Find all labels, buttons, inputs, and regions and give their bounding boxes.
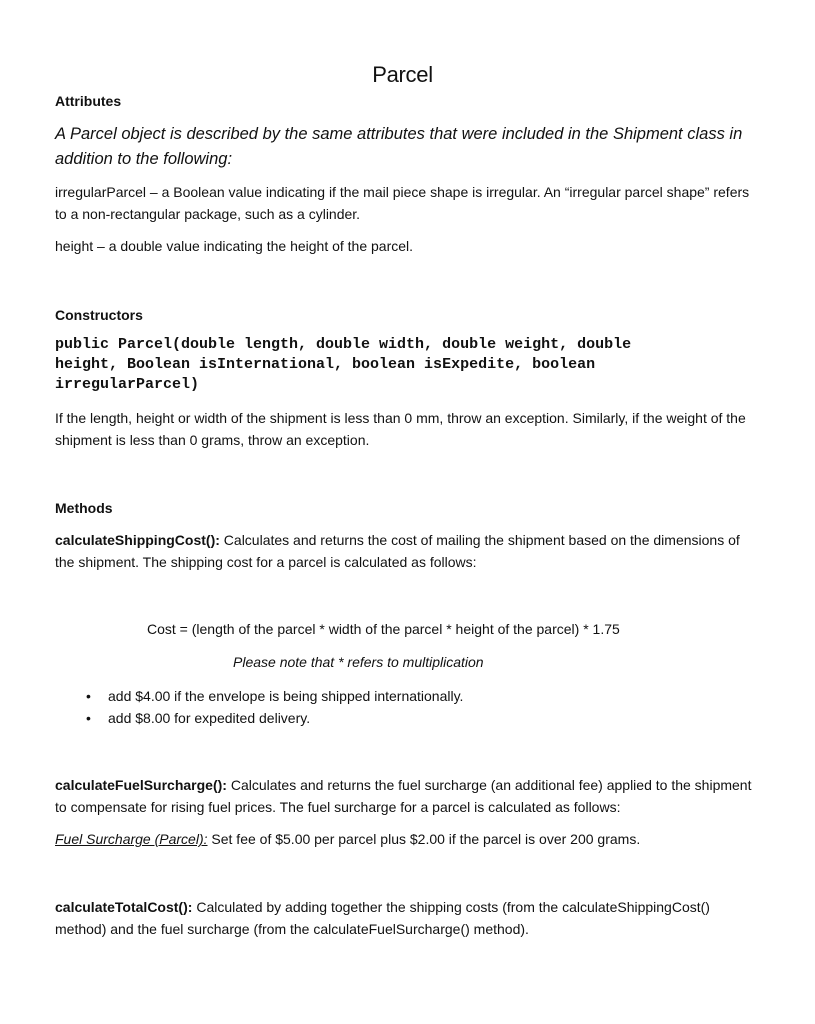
- method-fuel-surcharge: [55, 774, 760, 818]
- constructor-description: If the length, height or width of the shipment is less than 0 mm, throw an exception. Similarly, if the weight of the shipment is less than 0 grams, throw an exception.: [55, 410, 746, 448]
- method-shipping-cost-description: Calculates and returns the cost of mailing the shipment based on the dimensions of the shipment. The shipping cost for a parcel is calculated as follows:: [55, 532, 740, 570]
- shipping-cost-bullets: [55, 685, 760, 729]
- attributes-heading: Attributes: [55, 93, 122, 109]
- method-total-cost: [55, 896, 760, 940]
- attribute-irregular-parcel: irregularParcel – a Boolean value indicating if the mail piece shape is irregular. An “irregular parcel shape” refers to a non-rectangular package, such as a cylinder.: [55, 184, 750, 222]
- bullet-text: add $8.00 for expedited delivery.: [108, 710, 311, 726]
- shipping-cost-formula: Cost = (length of the parcel * width of the parcel * height of the parcel) * 1.75: [147, 621, 620, 637]
- method-total-cost-name: calculateTotalCost():: [55, 899, 193, 915]
- fuel-surcharge-rule-text: Set fee of $5.00 per parcel plus $2.00 if the parcel is over 200 grams.: [207, 831, 641, 847]
- method-shipping-cost-name: calculateShippingCost():: [55, 532, 220, 548]
- bullet-icon: •: [86, 688, 91, 704]
- constructor-signature: public Parcel(double length, double width, double weight, double height, Boolean isInternational, boolean isExpedite, boolean irregularParcel): [55, 336, 632, 393]
- fuel-surcharge-rule: [55, 828, 760, 850]
- attribute-height: height – a double value indicating the height of the parcel.: [55, 238, 414, 254]
- multiplication-note: Please note that * refers to multiplication: [233, 654, 484, 670]
- attributes-intro: A Parcel object is described by the same attributes that were included in the Shipment class in addition to the following:: [55, 125, 743, 168]
- method-fuel-surcharge-name: calculateFuelSurcharge():: [55, 777, 227, 793]
- fuel-surcharge-rule-label: Fuel Surcharge (Parcel):: [55, 831, 208, 847]
- method-fuel-surcharge-description: Calculates and returns the fuel surcharge (an additional fee) applied to the shipment to compensate for rising fuel prices. The fuel surcharge for a parcel is calculated as follows:: [55, 777, 752, 815]
- list-item: [55, 685, 760, 707]
- bullet-text: add $4.00 if the envelope is being shipped internationally.: [108, 688, 464, 704]
- method-total-cost-description: Calculated by adding together the shipping costs (from the calculateShippingCost() method) and the fuel surcharge (from the calculateFuelSurcharge() method).: [55, 899, 710, 937]
- bullet-icon: •: [86, 710, 91, 726]
- page-title: Parcel: [372, 62, 433, 87]
- list-item: [55, 707, 760, 729]
- constructors-heading: Constructors: [55, 307, 143, 323]
- methods-heading: Methods: [55, 500, 113, 516]
- method-shipping-cost: [55, 529, 760, 573]
